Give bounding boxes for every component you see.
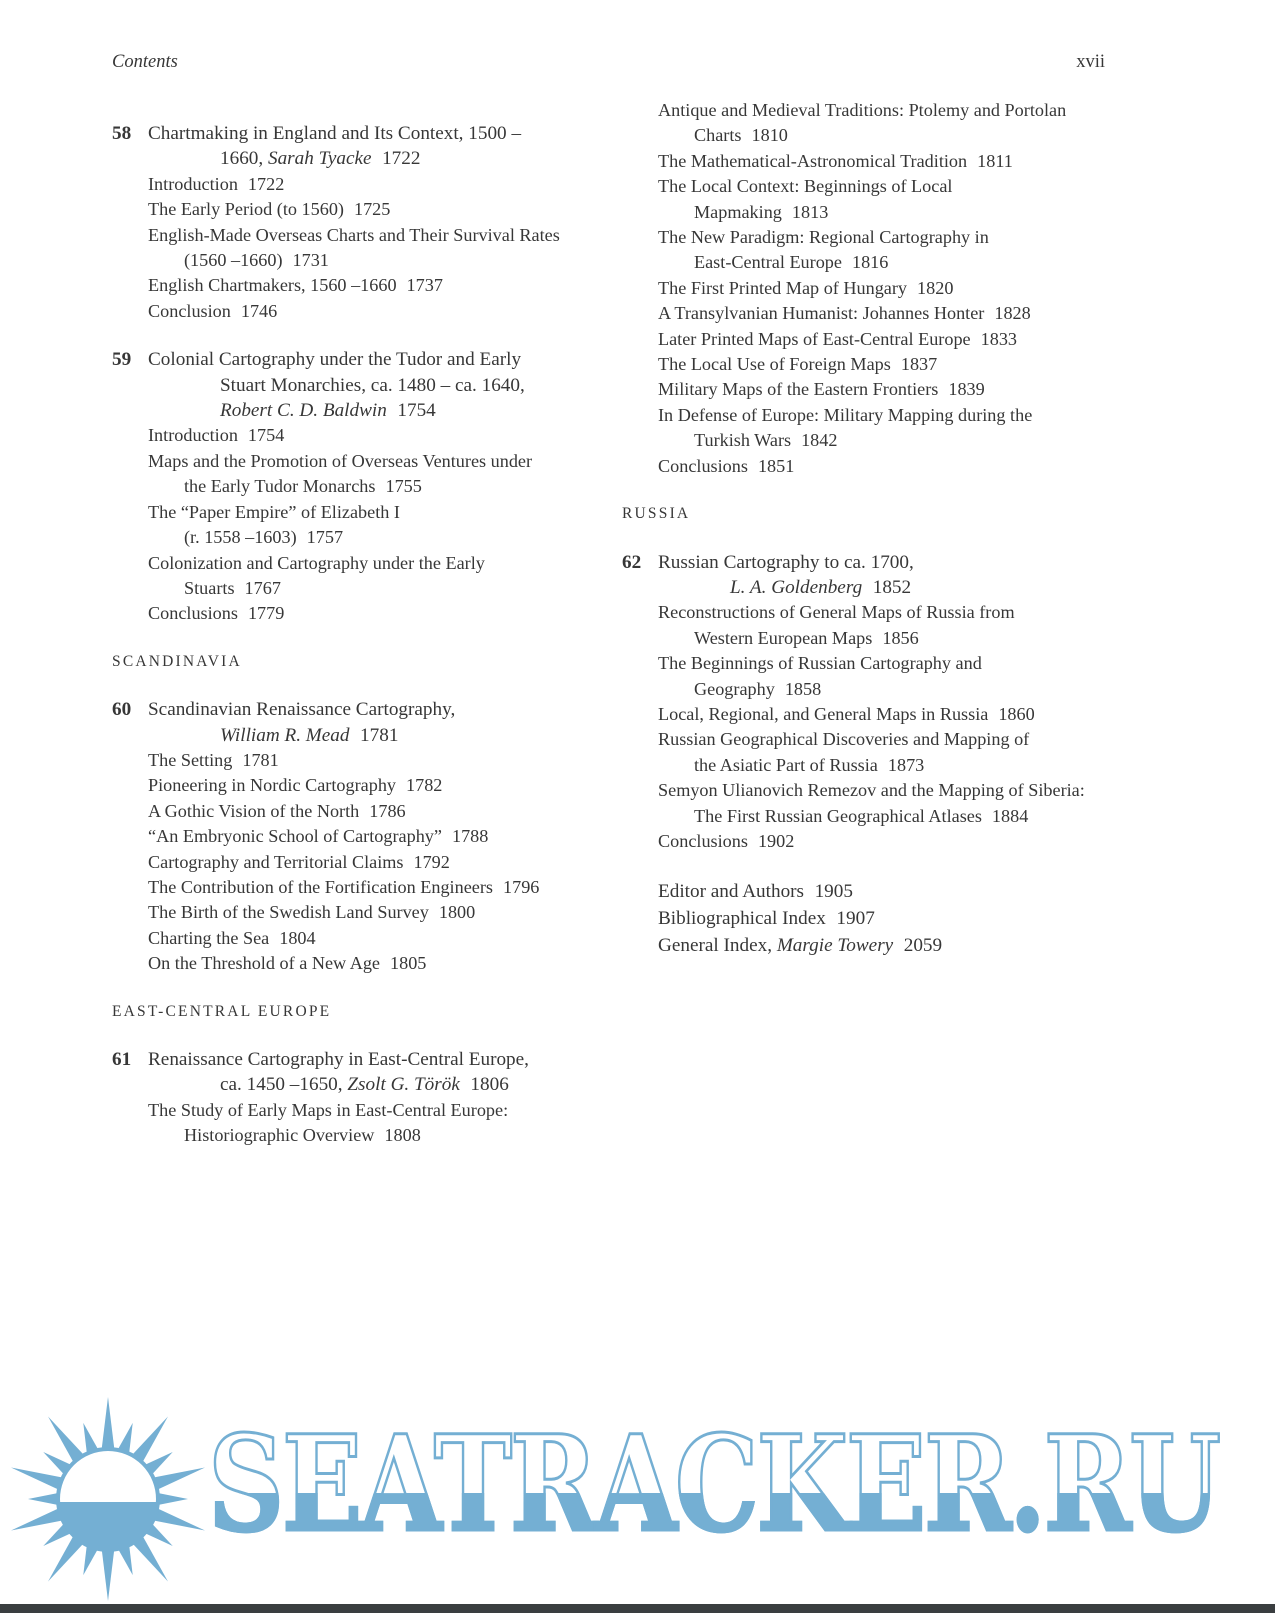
page-number: 1786 <box>369 800 406 821</box>
entry-text: “An Embryonic School of Cartography” <box>148 826 442 847</box>
page-number: 1837 <box>900 354 938 375</box>
entry-text: Russian Geographical Discoveries and Mapping of <box>658 729 1030 750</box>
sub-entry <box>622 301 1197 326</box>
sub-entry <box>622 727 1197 778</box>
toc-line <box>148 1072 640 1097</box>
entry-text: The Birth of the Swedish Land Survey <box>148 902 429 923</box>
page-number: 1722 <box>382 148 421 170</box>
entry-text: Scandinavian Renaissance Cartography, <box>148 699 456 721</box>
toc-line <box>658 301 1197 326</box>
sub-entry <box>112 926 640 951</box>
sub-entry <box>622 327 1197 352</box>
entry-text: The First Russian Geographical Atlases <box>694 805 982 826</box>
sub-entry <box>622 403 1197 454</box>
entry-text: Antique and Medieval Traditions: Ptolemy and Portolan <box>658 100 1067 120</box>
entry-text: (r. 1558 –1603) <box>184 527 297 548</box>
toc-line <box>658 200 1197 225</box>
sub-entry <box>112 799 640 824</box>
page-number: 1839 <box>948 379 985 400</box>
entry-text: Turkish Wars <box>694 430 792 451</box>
toc-line <box>658 250 1197 275</box>
entry-text: The New Paradigm: Regional Cartography in <box>658 227 989 248</box>
toc-line <box>658 626 1197 651</box>
sub-entry <box>622 829 1197 854</box>
sub-entry <box>112 875 640 900</box>
entry-text: Mapmaking <box>694 201 782 222</box>
entry-text: Introduction <box>148 425 238 446</box>
chapter-number: 58 <box>112 123 132 144</box>
toc-line <box>658 677 1197 702</box>
toc-line <box>148 551 640 576</box>
toc-line <box>148 1123 640 1148</box>
section-heading: RUSSIA <box>622 505 691 523</box>
entry-text: General Index, <box>658 935 777 957</box>
chapter-entry <box>112 121 640 172</box>
entry-text: Pioneering in Nordic Cartography <box>148 775 397 796</box>
toc-line <box>658 905 1197 932</box>
entry-text: Conclusions <box>658 455 748 476</box>
entry-text: Russian Cartography to ca. 1700, <box>658 551 914 573</box>
chapter-entry <box>112 697 640 748</box>
entry-text: Conclusions <box>148 603 238 624</box>
toc-line <box>658 829 1197 854</box>
page-number: 1755 <box>385 476 422 497</box>
page-number: 1800 <box>438 902 476 923</box>
page-folio: xvii <box>1076 52 1105 72</box>
author-name: L. A. Goldenberg <box>730 576 863 598</box>
toc-line <box>148 398 640 423</box>
section-heading: EAST-CENTRAL EUROPE <box>112 1002 332 1020</box>
sub-entry <box>112 601 640 626</box>
page-number: 1813 <box>791 201 829 222</box>
toc-line <box>658 804 1197 829</box>
page-number: 1781 <box>360 724 399 746</box>
toc-line <box>148 723 640 748</box>
entry-text: the Asiatic Part of Russia <box>694 754 878 775</box>
page-number: 1852 <box>872 576 912 598</box>
toc-line <box>148 1047 640 1072</box>
entry-text: The Contribution of the Fortification Engineers <box>148 876 493 897</box>
entry-text: Bibliographical Index <box>658 908 826 930</box>
toc-line <box>658 377 1197 402</box>
toc-line <box>658 276 1197 301</box>
toc-line <box>148 500 640 525</box>
page-number: 1757 <box>306 527 344 548</box>
backmatter-entry <box>622 878 1197 905</box>
toc-line <box>658 575 1197 600</box>
author-name: Robert C. D. Baldwin <box>220 400 387 422</box>
sub-entry <box>622 149 1197 174</box>
author-name: Zsolt G. Török <box>347 1074 460 1096</box>
sub-entry <box>622 98 1197 149</box>
entry-text: Historiographic Overview <box>184 1125 375 1146</box>
sub-entry <box>622 225 1197 276</box>
sun-logo-icon <box>2 1393 214 1605</box>
toc-line <box>148 951 640 976</box>
page-number: 1754 <box>397 400 436 422</box>
page-number: 1902 <box>757 830 795 851</box>
author-name: Margie Towery <box>776 935 894 957</box>
toc-line <box>658 123 1197 148</box>
chapter-title <box>658 550 1197 601</box>
entry-text: Stuart Monarchies, ca. 1480 – ca. 1640, <box>220 374 525 396</box>
sub-entry <box>622 702 1197 727</box>
toc-line <box>658 225 1197 250</box>
sub-entry <box>622 600 1197 651</box>
toc-line <box>148 373 640 398</box>
entry-text: Colonization and Cartography under the Early <box>148 552 485 573</box>
toc-line <box>148 146 640 171</box>
page-number: 1746 <box>240 300 278 321</box>
page-number: 1828 <box>994 303 1031 324</box>
toc-line <box>658 932 1197 959</box>
sub-entry <box>622 377 1197 402</box>
page-number: 1722 <box>247 173 285 194</box>
entry-text: The Beginnings of Russian Cartography and <box>658 653 982 674</box>
sub-entry <box>622 454 1197 479</box>
entry-text: Conclusions <box>658 830 748 851</box>
toc-line <box>658 600 1197 625</box>
page-number: 1833 <box>980 328 1017 349</box>
toc-line <box>658 702 1197 727</box>
sub-entry <box>112 273 640 298</box>
toc-line <box>658 403 1197 428</box>
backmatter-entry <box>622 932 1197 959</box>
toc-line <box>148 697 640 722</box>
toc-line <box>658 454 1197 479</box>
sub-entry <box>112 172 640 197</box>
toc-line <box>148 576 640 601</box>
toc-line <box>658 98 1197 123</box>
toc-line <box>658 149 1197 174</box>
toc-line <box>148 824 640 849</box>
entry-text: The Local Use of Foreign Maps <box>658 354 891 375</box>
page-number: 1907 <box>836 908 875 930</box>
entry-text: Military Maps of the Eastern Frontiers <box>658 379 939 400</box>
sub-entry <box>112 850 640 875</box>
toc-line <box>658 651 1197 676</box>
toc-line <box>148 875 640 900</box>
toc-line <box>658 753 1197 778</box>
sub-entry <box>112 500 640 551</box>
toc-line <box>148 273 640 298</box>
entry-text: Semyon Ulianovich Remezov and the Mapping of Siberia: <box>658 780 1085 801</box>
sub-entry <box>112 900 640 925</box>
toc-line <box>148 773 640 798</box>
toc-line <box>148 197 640 222</box>
toc-line <box>658 428 1197 453</box>
page-number: 1731 <box>292 250 329 271</box>
entry-text: Charts <box>694 125 742 146</box>
toc-line <box>148 601 640 626</box>
section-heading: SCANDINAVIA <box>112 652 242 670</box>
page-number: 1804 <box>279 927 316 948</box>
sub-entry <box>622 651 1197 702</box>
entry-text: Conclusion <box>148 300 231 321</box>
toc-line <box>658 778 1197 803</box>
chapter-title <box>148 347 640 423</box>
chapter-entry <box>622 550 1197 601</box>
toc-line <box>658 327 1197 352</box>
toc-line <box>148 799 640 824</box>
entry-text: Stuarts <box>184 577 235 598</box>
entry-text: Reconstructions of General Maps of Russia from <box>658 602 1015 623</box>
page-number: 1905 <box>814 881 853 903</box>
page-number: 1805 <box>390 953 427 974</box>
page-number: 1873 <box>887 754 925 775</box>
entry-text: A Transylvanian Humanist: Johannes Honter <box>658 303 985 324</box>
sub-entry <box>112 951 640 976</box>
entry-text: English Chartmakers, 1560 –1660 <box>148 275 397 296</box>
entry-text: Geography <box>694 678 775 699</box>
sub-entry <box>112 748 640 773</box>
entry-text: The Early Period (to 1560) <box>148 199 344 220</box>
entry-text: The Study of Early Maps in East-Central Europe: <box>148 1099 509 1120</box>
entry-text: The “Paper Empire” of Elizabeth I <box>148 501 400 522</box>
chapter-title <box>148 1047 640 1098</box>
sub-entry <box>112 824 640 849</box>
entry-text: A Gothic Vision of the North <box>148 800 360 821</box>
entry-text: Renaissance Cartography in East-Central Europe, <box>148 1049 529 1070</box>
chapter-entry <box>112 1047 640 1098</box>
chapter-entry <box>112 347 640 423</box>
entry-text: The Local Context: Beginnings of Local <box>658 176 953 197</box>
entry-text: English-Made Overseas Charts and Their Survival Rates <box>148 224 560 245</box>
watermark <box>0 1393 1275 1605</box>
toc-line <box>658 727 1197 752</box>
author-name: Sarah Tyacke <box>267 148 372 170</box>
entry-text: Local, Regional, and General Maps in Russia <box>658 703 989 724</box>
entry-text: On the Threshold of a New Age <box>148 953 381 974</box>
chapter-number: 59 <box>112 349 132 371</box>
sub-entry <box>622 276 1197 301</box>
toc-line <box>148 248 640 273</box>
chapter-number: 61 <box>112 1049 132 1070</box>
toc-line <box>148 449 640 474</box>
page-number: 1796 <box>503 876 540 897</box>
sub-entry <box>622 778 1197 829</box>
entry-text: Maps and the Promotion of Overseas Ventures under <box>148 450 533 471</box>
chapter-title <box>148 697 640 748</box>
page-header <box>112 52 1105 73</box>
page-number: 1788 <box>451 826 489 847</box>
left-column <box>112 98 640 1149</box>
toc-line <box>148 1098 640 1123</box>
sub-entry <box>112 773 640 798</box>
page-number: 1810 <box>751 125 788 146</box>
entry-text: Later Printed Maps of East-Central Europe <box>658 328 971 349</box>
page-number: 1808 <box>384 1125 421 1146</box>
chapter-number: 62 <box>622 551 642 573</box>
entry-text: The First Printed Map of Hungary <box>658 277 908 298</box>
page-number: 1856 <box>882 627 919 648</box>
entry-text: In Defense of Europe: Military Mapping during the <box>658 404 1033 425</box>
toc-line <box>148 850 640 875</box>
author-name: William R. Mead <box>220 724 350 746</box>
chapter-title <box>148 121 640 172</box>
running-head: Contents <box>112 52 178 72</box>
sub-entry <box>112 1098 640 1149</box>
toc-line <box>658 878 1197 905</box>
sub-entry <box>112 223 640 274</box>
watermark-text: SEATRACKER.RU <box>208 1407 1219 1562</box>
page-number: 1858 <box>784 678 822 699</box>
toc-line <box>148 926 640 951</box>
toc-line <box>658 352 1197 377</box>
page-number: 1851 <box>757 455 795 476</box>
sub-entry <box>112 551 640 602</box>
entry-text: Colonial Cartography under the Tudor and Early <box>148 349 522 371</box>
page-number: 1725 <box>353 199 391 220</box>
entry-text: ca. 1450 –1650, <box>220 1074 348 1096</box>
page-number: 1884 <box>991 805 1029 826</box>
chapter-number: 60 <box>112 699 132 721</box>
entry-text: Western European Maps <box>694 627 873 648</box>
page-number: 1737 <box>406 275 443 296</box>
entry-text: 1660, <box>220 148 268 170</box>
right-column <box>622 98 1197 959</box>
entry-text: (1560 –1660) <box>184 250 283 271</box>
entry-text: The Mathematical-Astronomical Tradition <box>658 150 968 171</box>
page-number: 1811 <box>977 150 1013 171</box>
toc-line <box>148 474 640 499</box>
toc-line <box>148 525 640 550</box>
page-number: 1820 <box>917 277 954 298</box>
toc-line <box>148 748 640 773</box>
page-number: 1842 <box>801 430 838 451</box>
entry-text: East-Central Europe <box>694 252 842 273</box>
toc-line <box>658 174 1197 199</box>
toc-line <box>148 347 640 372</box>
backmatter-entry <box>622 905 1197 932</box>
sub-entry <box>112 299 640 324</box>
toc-line <box>148 299 640 324</box>
page-number: 1816 <box>851 252 889 273</box>
toc-line <box>148 423 640 448</box>
toc-line <box>148 223 640 248</box>
page-number: 1806 <box>470 1074 509 1096</box>
page-number: 1782 <box>406 775 443 796</box>
page-number: 1754 <box>247 425 285 446</box>
entry-text: the Early Tudor Monarchs <box>184 476 376 497</box>
page-number: 1767 <box>244 577 281 598</box>
entry-text: The Setting <box>148 749 233 770</box>
entry-text: Chartmaking in England and Its Context, 1500 – <box>148 123 522 144</box>
toc-line <box>148 172 640 197</box>
page-number: 1781 <box>242 749 279 770</box>
toc-line <box>148 121 640 146</box>
page-number: 2059 <box>903 935 943 957</box>
page-number: 1792 <box>413 851 450 872</box>
toc-line <box>658 550 1197 575</box>
toc-line <box>148 900 640 925</box>
sub-entry <box>622 352 1197 377</box>
entry-text: Editor and Authors <box>658 881 805 903</box>
sub-entry <box>112 449 640 500</box>
entry-text: Introduction <box>148 173 238 194</box>
sub-entry <box>112 197 640 222</box>
entry-text: Charting the Sea <box>148 927 270 948</box>
page-number: 1779 <box>247 603 285 624</box>
sub-entry <box>112 423 640 448</box>
entry-text: Cartography and Territorial Claims <box>148 851 404 872</box>
page-number: 1860 <box>998 703 1035 724</box>
bottom-edge-bar <box>0 1604 1275 1613</box>
sub-entry <box>622 174 1197 225</box>
